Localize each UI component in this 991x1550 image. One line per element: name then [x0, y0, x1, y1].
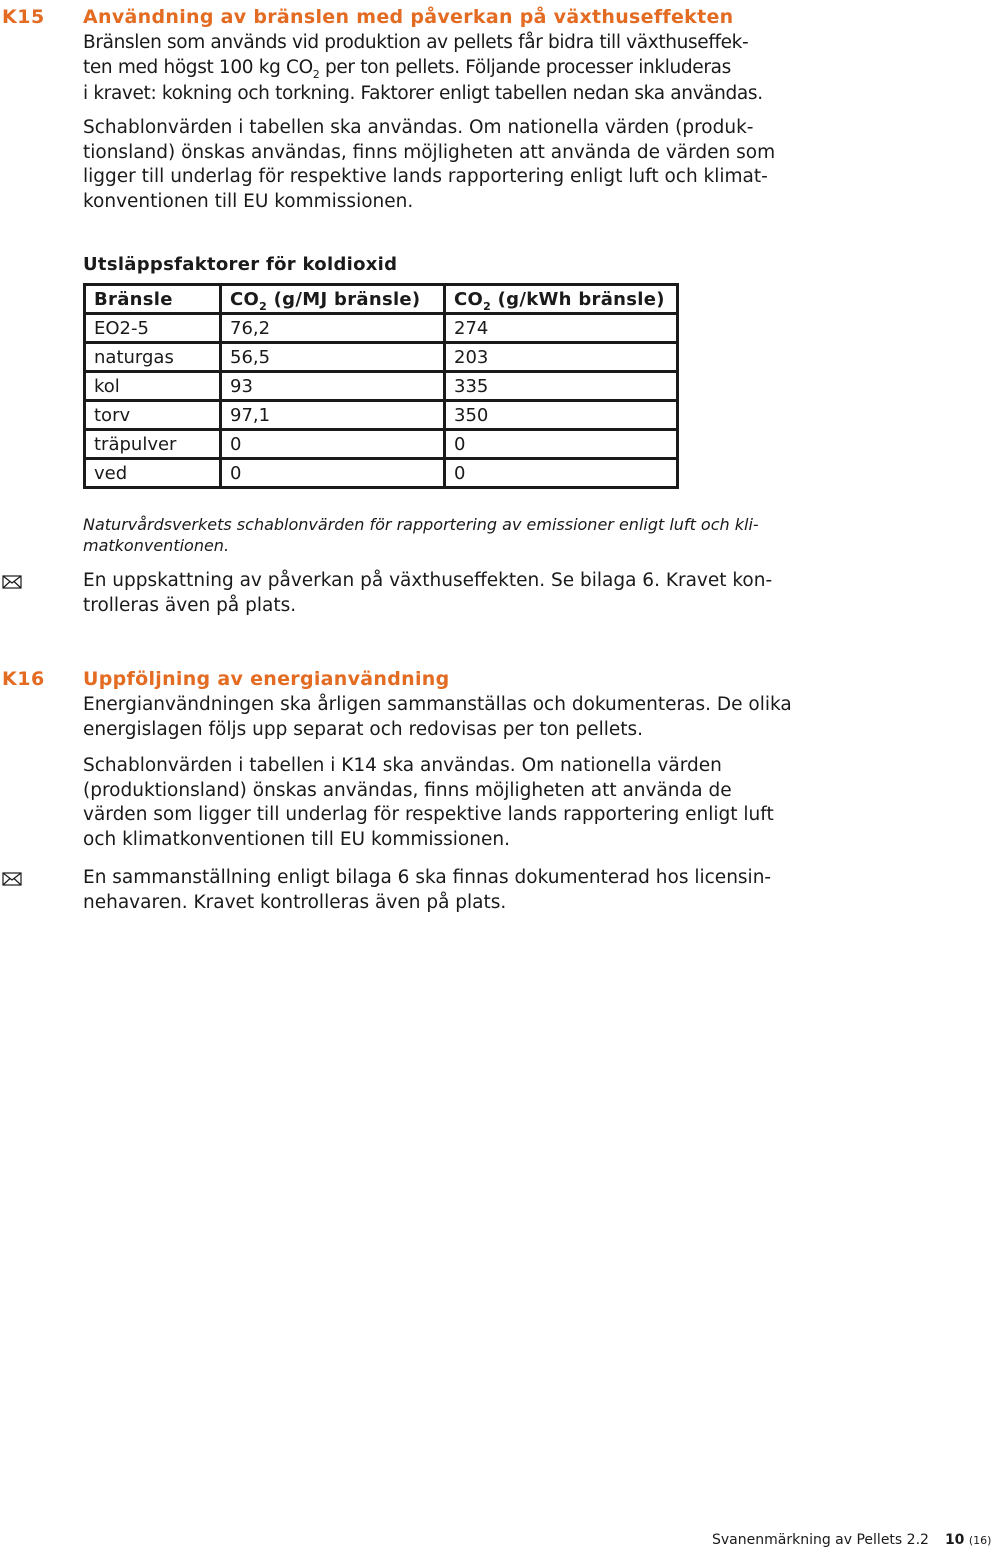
- cell-fuel: kol: [85, 372, 221, 401]
- header-fuel: Bränsle: [85, 285, 221, 314]
- subscript: 2: [483, 299, 492, 313]
- text-line: [83, 56, 783, 83]
- page-total: (16): [968, 1534, 991, 1547]
- cell-kwh: 203: [445, 343, 678, 372]
- page-number: 10: [944, 1532, 965, 1548]
- cell-mj: 93: [221, 372, 445, 401]
- header-text: CO: [230, 288, 260, 310]
- k15-paragraph-2: [83, 116, 783, 214]
- text-line: värden som ligger till underlag för respektive lands rapportering enligt luft: [83, 804, 774, 825]
- page-footer: [712, 1532, 991, 1548]
- emission-factors-table: [83, 283, 679, 489]
- text-line: energislagen följs upp separat och redovisas per ton pellets.: [83, 718, 644, 740]
- cell-mj: 0: [221, 430, 445, 459]
- table-footnote: [83, 514, 763, 556]
- header-text: (g/MJ bränsle): [267, 288, 421, 310]
- subscript: 2: [312, 67, 320, 81]
- text-line: tionsland) önskas användas, finns möjligheten att använda de värden som: [83, 141, 776, 163]
- text-line: Schablonvärden i tabellen ska användas. Om nationella värden (produk-: [83, 117, 754, 138]
- cell-fuel: torv: [85, 401, 221, 430]
- subscript: 2: [259, 299, 268, 313]
- text-fragment: ten med högst 100 kg CO: [83, 56, 313, 78]
- text-line: och klimatkonventionen till EU kommissionen.: [83, 828, 510, 850]
- cell-kwh: 0: [445, 459, 678, 488]
- table-row: [85, 343, 678, 372]
- table-row: [85, 459, 678, 488]
- requirement-code-k16: K16: [2, 668, 45, 690]
- cell-mj: 97,1: [221, 401, 445, 430]
- cell-kwh: 335: [445, 372, 678, 401]
- header-g-per-mj: [221, 285, 445, 314]
- text-line: Schablonvärden i tabellen i K14 ska användas. Om nationella värden: [83, 755, 722, 776]
- cell-mj: 56,5: [221, 343, 445, 372]
- cell-fuel: ved: [85, 459, 221, 488]
- text-fragment: per ton pellets. Följande processer inkluderas: [319, 56, 731, 78]
- cell-fuel: EO2-5: [85, 314, 221, 343]
- table-row: [85, 314, 678, 343]
- table-title: Utsläppsfaktorer för koldioxid: [83, 254, 398, 275]
- text-line: Naturvårdsverkets schablonvärden för rapportering av emissioner enligt luft och kli-: [83, 515, 759, 534]
- header-text: CO: [454, 288, 484, 310]
- k16-verification: [83, 866, 783, 915]
- k15-paragraph-1: [83, 31, 783, 107]
- cell-mj: 0: [221, 459, 445, 488]
- document-name: Svanenmärkning av Pellets 2.2: [712, 1532, 929, 1548]
- header-g-per-kwh: [445, 285, 678, 314]
- text-line: Bränslen som används vid produktion av pellets får bidra till växthuseffek-: [83, 32, 749, 53]
- cell-kwh: 350: [445, 401, 678, 430]
- text-line: matkonventionen.: [83, 536, 230, 555]
- text-line: trolleras även på plats.: [83, 594, 297, 616]
- text-line: konventionen till EU kommissionen.: [83, 190, 414, 212]
- table-row: [85, 430, 678, 459]
- text-line: (produktionsland) önskas användas, finns möjligheten att använda de: [83, 779, 732, 801]
- cell-mj: 76,2: [221, 314, 445, 343]
- text-line: nehavaren. Kravet kontrolleras även på plats.: [83, 891, 507, 913]
- table-header-row: [85, 285, 678, 314]
- cell-kwh: 0: [445, 430, 678, 459]
- text-line: Energianvändningen ska årligen sammanställas och dokumenteras. De olika: [83, 694, 792, 715]
- requirement-title-k15: Användning av bränslen med påverkan på växthuseffekten: [83, 6, 734, 28]
- cell-kwh: 274: [445, 314, 678, 343]
- envelope-icon: [2, 872, 22, 886]
- table-row: [85, 401, 678, 430]
- text-line: ligger till underlag för respektive lands rapportering enligt luft och klimat-: [83, 166, 768, 187]
- envelope-icon: [2, 575, 22, 589]
- requirement-code-k15: K15: [2, 6, 45, 28]
- requirement-title-k16: Uppföljning av energianvändning: [83, 668, 450, 690]
- text-line: En sammanställning enligt bilaga 6 ska finnas dokumenterad hos licensin-: [83, 867, 772, 888]
- header-text: (g/kWh bränsle): [491, 288, 665, 310]
- k15-verification: [83, 569, 783, 618]
- cell-fuel: träpulver: [85, 430, 221, 459]
- table-row: [85, 372, 678, 401]
- cell-fuel: naturgas: [85, 343, 221, 372]
- k16-paragraph-2: [83, 754, 783, 852]
- text-line: i kravet: kokning och torkning. Faktorer enligt tabellen nedan ska användas.: [83, 83, 763, 104]
- text-line: En uppskattning av påverkan på växthuseffekten. Se bilaga 6. Kravet kon-: [83, 570, 773, 591]
- k16-paragraph-1: [83, 693, 792, 742]
